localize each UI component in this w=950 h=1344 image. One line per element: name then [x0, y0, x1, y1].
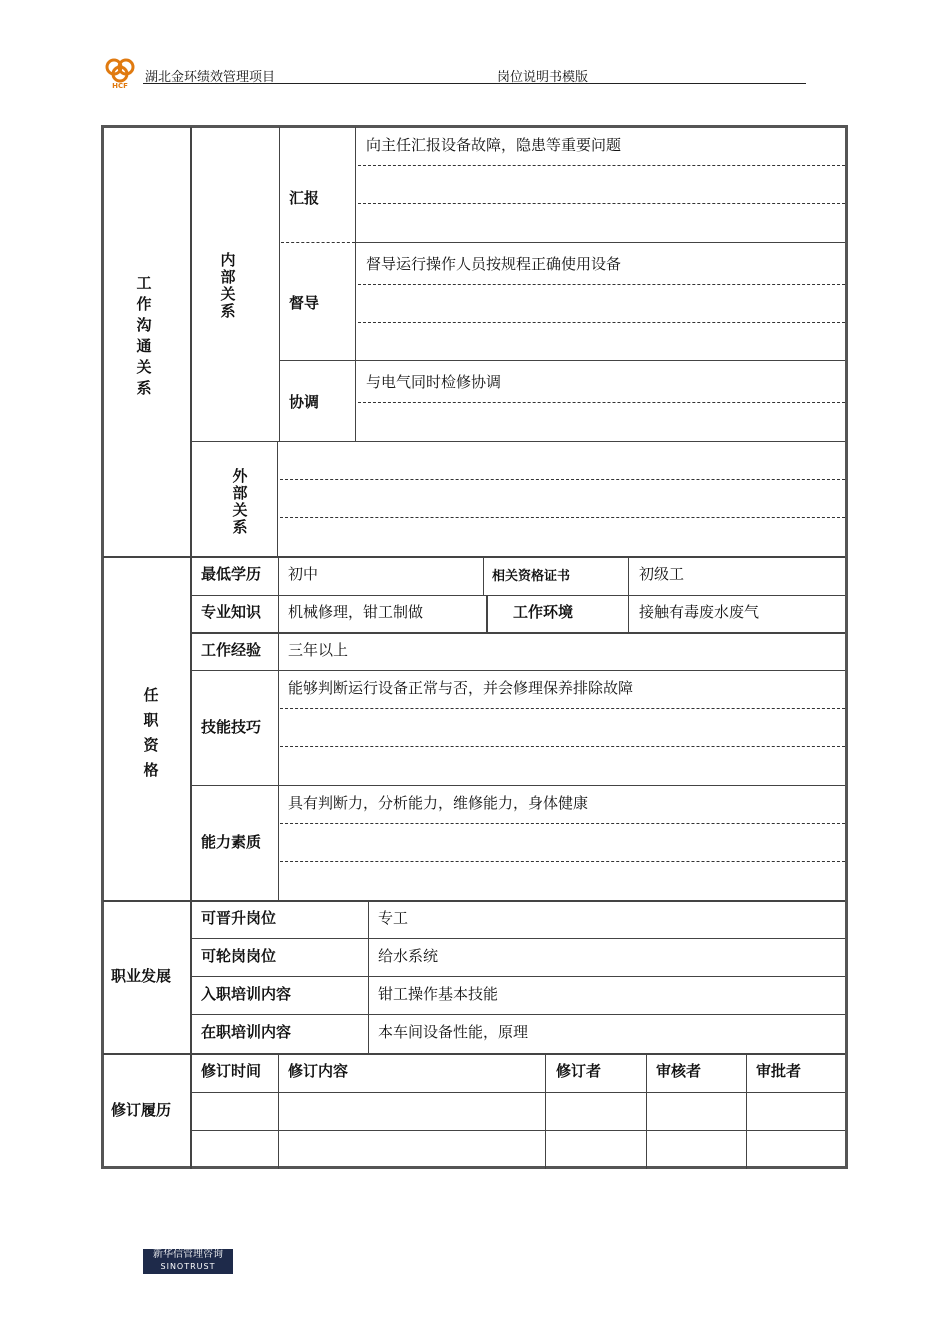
divider: [190, 127, 192, 1169]
consulting-logo-en: SINOTRUST: [160, 1262, 216, 1271]
report-label: 汇报: [289, 189, 320, 207]
section-separator: [103, 1053, 845, 1055]
row-line: [191, 938, 845, 939]
coordinate-label: 协调: [289, 393, 320, 411]
dashed-line: [358, 322, 845, 323]
experience-label: 工作经验: [201, 641, 262, 659]
dashed-line: [280, 861, 845, 862]
row-line: [191, 441, 845, 442]
dashed-line: [358, 284, 845, 285]
divider: [486, 595, 488, 633]
experience-value: 三年以上: [288, 641, 349, 659]
promotion-value: 专工: [378, 909, 409, 927]
inservice-value: 本车间设备性能，原理: [378, 1023, 529, 1041]
row-line: [191, 632, 845, 634]
section-separator: [103, 556, 845, 558]
certificate-value: 初级工: [639, 565, 685, 583]
dashed-line: [280, 479, 845, 480]
dashed-line: [280, 823, 845, 824]
row-line: [355, 242, 845, 243]
environment-label: 工作环境: [513, 603, 574, 621]
onboarding-value: 钳工操作基本技能: [378, 985, 499, 1003]
divider: [277, 441, 278, 556]
external-relations-label: 外部关系: [232, 467, 248, 536]
row-line: [191, 670, 845, 671]
promotion-label: 可晋升岗位: [201, 909, 277, 927]
coordinate-content: 与电气同时检修协调: [366, 373, 502, 391]
consulting-logo: [143, 1249, 233, 1274]
section-qualification: 任职资格: [143, 686, 159, 779]
knowledge-label: 专业知识: [201, 603, 262, 621]
row-line: [191, 595, 845, 596]
document-title: 岗位说明书模版: [497, 70, 589, 85]
ability-label: 能力素质: [201, 833, 262, 851]
revision-header-reviewer: 审核者: [656, 1062, 702, 1080]
dashed-line: [358, 402, 845, 403]
revision-header-reviser: 修订者: [556, 1062, 602, 1080]
divider: [545, 1054, 546, 1169]
supervise-content: 督导运行操作人员按规程正确使用设备: [366, 255, 622, 273]
dashed-line: [280, 708, 845, 709]
divider: [746, 1054, 747, 1169]
divider: [278, 557, 279, 900]
inservice-label: 在职培训内容: [201, 1023, 292, 1041]
divider: [279, 127, 280, 441]
revision-header-content: 修订内容: [288, 1062, 349, 1080]
logo-icon: [102, 54, 138, 90]
dashed-separator: [281, 242, 355, 243]
row-line: [279, 360, 845, 361]
row-line: [191, 976, 845, 977]
dashed-line: [358, 165, 845, 166]
row-line: [191, 1092, 845, 1093]
internal-relations-label: 内部关系: [220, 251, 236, 320]
header-rule: [143, 83, 806, 84]
svg-text:HCF: HCF: [112, 82, 128, 90]
divider: [278, 1054, 279, 1169]
row-line: [191, 1130, 845, 1131]
divider: [646, 1054, 647, 1169]
divider: [483, 557, 484, 595]
education-label: 最低学历: [201, 565, 262, 583]
row-line: [191, 1014, 845, 1015]
environment-value: 接触有毒废水废气: [639, 603, 760, 621]
certificate-label: 相关资格证书: [492, 569, 571, 584]
section-separator: [103, 900, 845, 902]
rotation-value: 给水系统: [378, 947, 439, 965]
divider: [355, 127, 356, 441]
dashed-line: [280, 517, 845, 518]
dashed-line: [280, 746, 845, 747]
section-career: 职业发展: [111, 967, 172, 985]
onboarding-label: 入职培训内容: [201, 985, 292, 1003]
rotation-label: 可轮岗岗位: [201, 947, 277, 965]
skills-label: 技能技巧: [201, 718, 262, 736]
skills-value: 能够判断运行设备正常与否，并会修理保养排除故障: [288, 679, 634, 697]
section-work-communication: 工作沟通关系: [136, 274, 152, 397]
revision-header-time: 修订时间: [201, 1062, 262, 1080]
report-content: 向主任汇报设备故障，隐患等重要问题: [366, 136, 622, 154]
dashed-line: [358, 203, 845, 204]
supervise-label: 督导: [289, 294, 320, 312]
ability-value: 具有判断力，分析能力，维修能力，身体健康: [288, 794, 589, 812]
revision-header-approver: 审批者: [756, 1062, 802, 1080]
row-line: [191, 785, 845, 786]
company-name: 湖北金环绩效管理项目: [145, 70, 276, 85]
divider: [368, 901, 369, 1053]
consulting-logo-cn: 新华信管理咨询: [153, 1249, 223, 1260]
company-logo: [102, 54, 138, 90]
section-revision: 修订履历: [111, 1101, 172, 1119]
knowledge-value: 机械修理，钳工制做: [288, 603, 424, 621]
education-value: 初中: [288, 565, 319, 583]
